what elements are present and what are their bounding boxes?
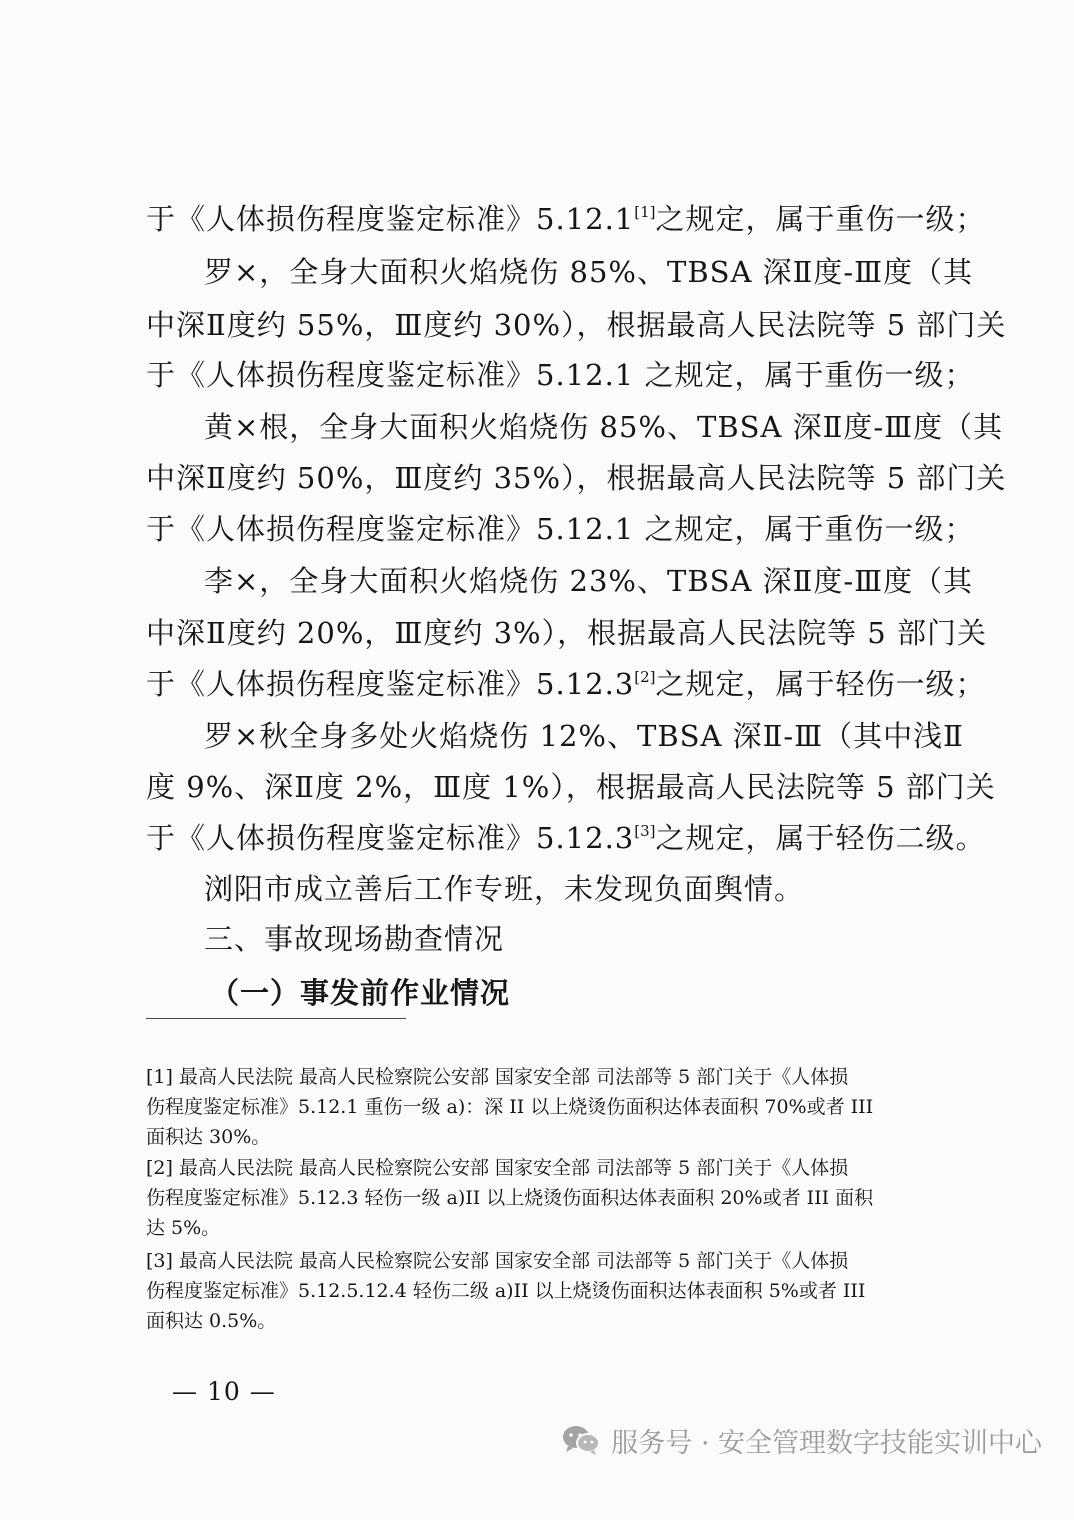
body-line-12: 度 9%、深Ⅱ度 2%，Ⅲ度 1%），根据最高人民法院等 5 部门关 — [146, 770, 996, 804]
body-line-14: 浏阳市成立善后工作专班，未发现负面舆情。 — [204, 872, 805, 906]
subsection-heading: （一）事发前作业情况 — [210, 976, 511, 1010]
body-line-1: 于《人体损伤程度鉴定标准》5.12.1[1]之规定，属于重伤一级； — [146, 202, 986, 236]
body-line-6: 中深Ⅱ度约 50%，Ⅲ度约 35%），根据最高人民法院等 5 部门关 — [146, 461, 1007, 495]
body-line-10: 于《人体损伤程度鉴定标准》5.12.3[2]之规定，属于轻伤一级； — [146, 667, 986, 701]
footnote-2-line-1: [2] 最高人民法院 最高人民检察院公安部 国家安全部 司法部等 5 部门关于《人体损 — [146, 1157, 849, 1179]
body-line-11: 罗×秋全身多处火焰烧伤 12%、TBSA 深Ⅱ-Ⅲ（其中浅Ⅱ — [204, 719, 964, 753]
wechat-icon — [561, 1423, 601, 1457]
footnote-1-line-1: [1] 最高人民法院 最高人民检察院公安部 国家安全部 司法部等 5 部门关于《人体损 — [146, 1066, 849, 1088]
section-heading: 三、事故现场勘查情况 — [204, 922, 505, 956]
page-number: — 10 — — [172, 1377, 276, 1406]
body-line-3: 中深Ⅱ度约 55%，Ⅲ度约 30%），根据最高人民法院等 5 部门关 — [146, 308, 1007, 342]
body-line-13: 于《人体损伤程度鉴定标准》5.12.3[3]之规定，属于轻伤二级。 — [146, 821, 986, 855]
footnote-ref-1[interactable]: [1] — [634, 203, 656, 221]
footnote-2-line-2: 伤程度鉴定标准》5.12.3 轻伤一级 a)II 以上烧烫伤面积达体表面积 20%或者 III 面积 — [146, 1187, 874, 1209]
footnote-3-line-3: 面积达 0.5%。 — [146, 1310, 277, 1332]
footnote-ref-2[interactable]: [2] — [634, 668, 656, 686]
body-line-7: 于《人体损伤程度鉴定标准》5.12.1 之规定，属于重伤一级； — [146, 512, 975, 546]
footnote-3-line-2: 伤程度鉴定标准》5.12.5.12.4 轻伤二级 a)II 以上烧烫伤面积达体表面积 5%或者 III — [146, 1280, 866, 1302]
body-line-2: 罗×，全身大面积火焰烧伤 85%、TBSA 深Ⅱ度-Ⅲ度（其 — [204, 255, 974, 289]
footnote-1-line-2: 伤程度鉴定标准》5.12.1 重伤一级 a)：深 II 以上烧烫伤面积达体表面积 70%或者 III — [146, 1096, 874, 1118]
footnote-1-line-3: 面积达 30%。 — [146, 1126, 271, 1148]
body-line-4: 于《人体损伤程度鉴定标准》5.12.1 之规定，属于重伤一级； — [146, 358, 975, 392]
body-line-9: 中深Ⅱ度约 20%，Ⅲ度约 3%），根据最高人民法院等 5 部门关 — [146, 616, 987, 650]
body-line-8: 李×，全身大面积火焰烧伤 23%、TBSA 深Ⅱ度-Ⅲ度（其 — [204, 564, 974, 598]
footnote-2-line-3: 达 5%。 — [146, 1217, 221, 1239]
footnote-ref-3[interactable]: [3] — [634, 822, 656, 840]
watermark — [561, 1418, 1042, 1462]
watermark-text: 服务号 · 安全管理数字技能实训中心 — [611, 1427, 1042, 1459]
body-line-5: 黄×根，全身大面积火焰烧伤 85%、TBSA 深Ⅱ度-Ⅲ度（其 — [204, 410, 1004, 444]
footnote-3-line-1: [3] 最高人民法院 最高人民检察院公安部 国家安全部 司法部等 5 部门关于《人体损 — [146, 1250, 849, 1272]
footnote-divider — [146, 1018, 406, 1019]
